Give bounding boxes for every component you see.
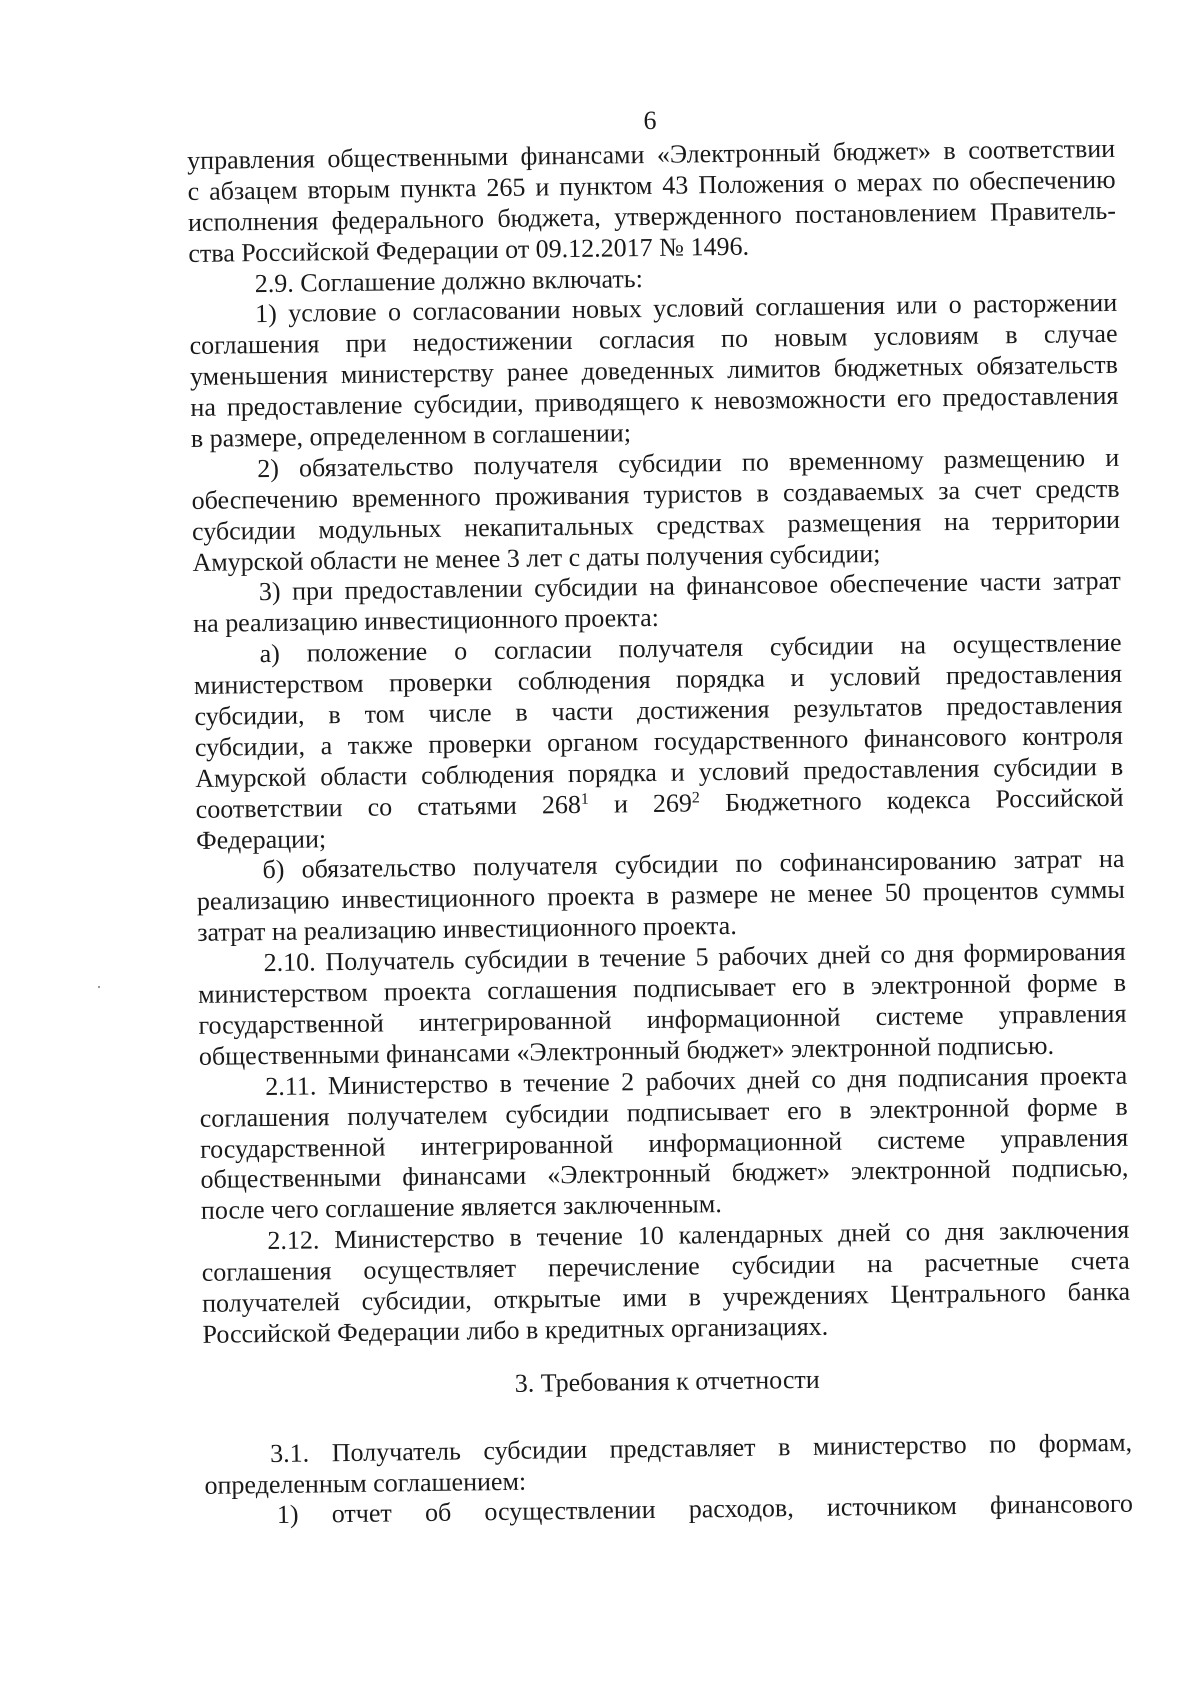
scan-artifact bbox=[98, 986, 100, 988]
text-fragment: Бюджетного кодекса Российской bbox=[699, 782, 1124, 818]
text-line: министерством проекта соглашения подписывает его в электронной форме в bbox=[197, 967, 1127, 1009]
text-line: государственной интегрированной информационной системе управления bbox=[199, 1122, 1129, 1164]
text-fragment: соответствии со статьями 268 bbox=[195, 789, 582, 824]
text-line: общественными финансами «Электронный бюджет» электронной подписью, bbox=[200, 1153, 1129, 1195]
text-line: а) положение о согласии получателя субсидии на осуществление bbox=[259, 628, 1122, 669]
text-line: в размере, определенном в соглашении; bbox=[190, 418, 632, 453]
text-line: субсидии, в том числе в части достижения результатов предоставления bbox=[194, 689, 1123, 731]
text-line: 2) обязательство получателя субсидии по временному размещению и bbox=[257, 442, 1120, 484]
text-line: реализацию инвестиционного проекта в размере не менее 50 процентов суммы bbox=[196, 875, 1126, 917]
text-line: исполнения федерального бюджета, утвержденного постановлением Правитель- bbox=[187, 195, 1117, 237]
section-2-9: 2.9. Соглашение должно включать: bbox=[254, 263, 644, 298]
text-line: на реализацию инвестиционного проекта: bbox=[193, 603, 660, 639]
text-line: б) обязательство получателя субсидии по софинансированию затрат на bbox=[262, 844, 1125, 885]
text-line: уменьшения министерству ранее доведенных лимитов бюджетных обязательств bbox=[189, 350, 1119, 392]
text-line: соглашения при недостижении согласия по новым условиям в случае bbox=[189, 319, 1118, 361]
text-line: Амурской области не менее 3 лет с даты получения субсидии; bbox=[192, 538, 881, 577]
text-line: управления общественными финансами «Электронный бюджет» в соответствии bbox=[187, 133, 1116, 175]
text-line: 1) условие о согласовании новых условий соглашения или о расторжении bbox=[255, 288, 1118, 329]
section-2-11: 2.11. Министерство в течение 2 рабочих дней со дня подписания проекта bbox=[265, 1060, 1128, 1101]
page-number: 6 bbox=[643, 106, 657, 135]
text-line: затрат на реализацию инвестиционного проекта. bbox=[197, 911, 737, 948]
text-line: соглашения получателем субсидии подписывает его в электронной форме в bbox=[199, 1091, 1128, 1133]
text-line: субсидии, а также проверки органом государственного финансового контроля bbox=[194, 720, 1123, 762]
section-heading: 3. Требования к отчетности bbox=[514, 1364, 820, 1398]
text-line: государственной интегрированной информационной системе управления bbox=[198, 998, 1127, 1040]
text-line: ства Российской Федерации от 09.12.2017 № 1496. bbox=[188, 231, 750, 268]
text-line: Амурской области соблюдения порядка и условий предоставления субсидии в bbox=[195, 751, 1124, 793]
text-fragment: и 269 bbox=[588, 788, 693, 819]
superscript: 2 bbox=[691, 789, 700, 807]
text-line: Федерации; bbox=[195, 823, 327, 855]
section-2-12: 2.12. Министерство в течение 10 календарных дней со дня заключения bbox=[267, 1214, 1130, 1256]
document-body bbox=[187, 134, 1133, 1532]
text-line: 3) при предоставлении субсидии на финансовое обеспечение части затрат bbox=[258, 566, 1121, 607]
text-line: определенным соглашением: bbox=[204, 1466, 527, 1500]
text-line: министерством проверки соблюдения порядка и условий предоставления bbox=[193, 658, 1123, 701]
superscript: 1 bbox=[580, 790, 589, 808]
text-line: Российской Федерации либо в кредитных организациях. bbox=[202, 1311, 829, 1349]
section-2-10: 2.10. Получатель субсидии в течение 5 рабочих дней со дня формирования bbox=[263, 936, 1126, 978]
text-line: 1) отчет об осуществлении расходов, источником финансового bbox=[276, 1489, 1134, 1530]
text-line: на предоставление субсидии, приводящего к невозможности его предоставления bbox=[190, 380, 1119, 423]
text-line: с абзацем вторым пункта 265 и пунктом 43 Положения о мерах по обеспечению bbox=[187, 164, 1116, 206]
text-line: соглашения осуществляет перечисление субсидии на расчетные счета bbox=[201, 1245, 1130, 1287]
text-line: получателей субсидии, открытые ими в учреждениях Центрального банка bbox=[201, 1276, 1131, 1318]
section-3-1: 3.1. Получатель субсидии представляет в министерство по формам, bbox=[269, 1427, 1133, 1468]
text-line: субсидии модульных некапитальных средствах размещения на территории bbox=[191, 504, 1121, 546]
text-line: обеспечению временного проживания туристов в создаваемых за счет средств bbox=[191, 473, 1120, 515]
text-line: общественными финансами «Электронный бюджет» электронной подписью. bbox=[198, 1030, 1055, 1071]
text-line: после чего соглашение является заключенным. bbox=[200, 1189, 722, 1226]
